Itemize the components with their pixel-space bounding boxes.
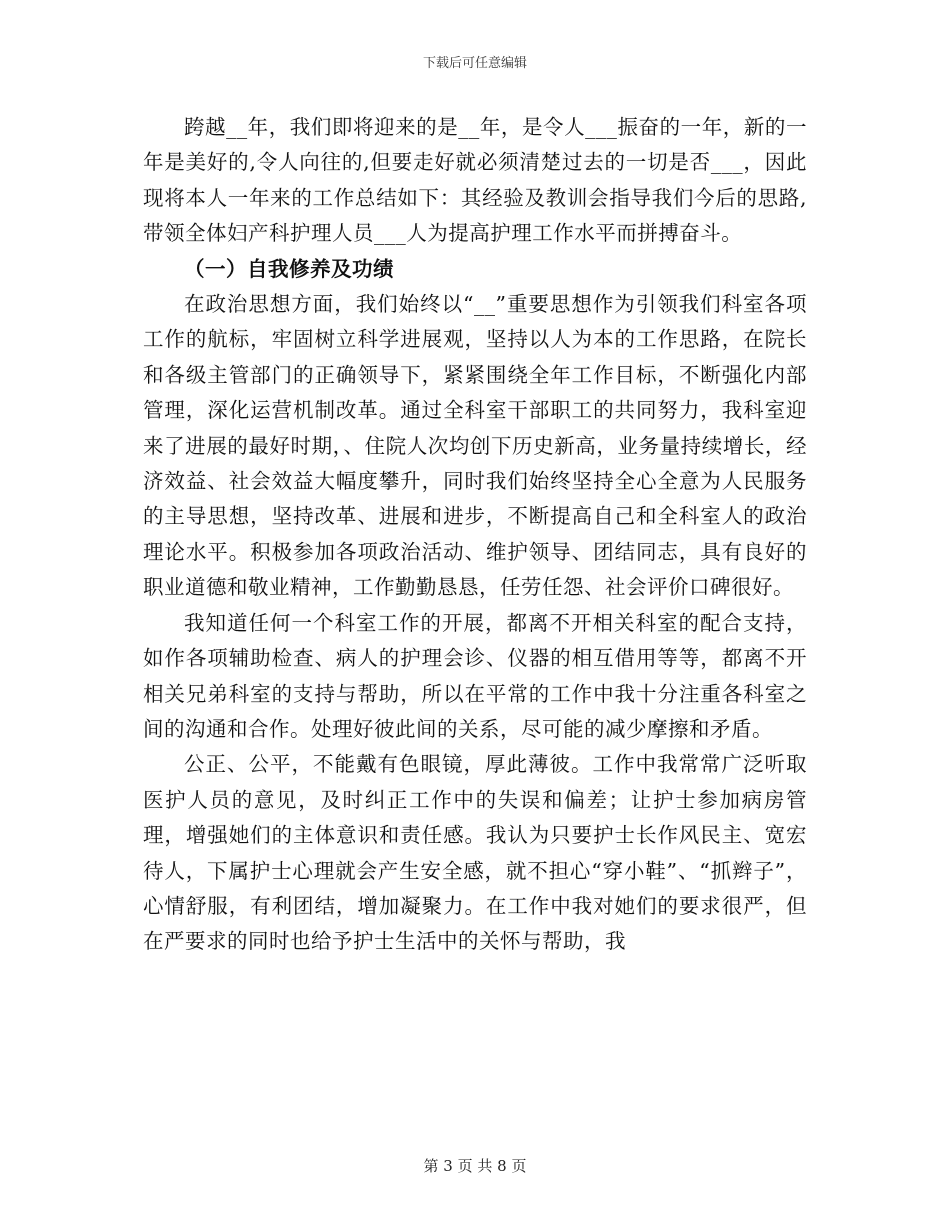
page-number-footer: 第 3 页 共 8 页 <box>423 1157 527 1175</box>
section-heading: （一）自我修养及功绩 <box>184 256 394 281</box>
page-header: 下载后可任意编辑 <box>422 56 527 71</box>
cooperation-paragraph: 我知道任何一个科室工作的开展，都离不开相关科室的配合支持，如作各项辅助检查、病人的护理会诊、仪器的相互借用等等，都离不开相关兄弟科室的支持与帮助，所以在平常的工作中我十分注重各科室之间的沟通和合作。处理好彼此间的关系，尽可能的减少摩擦和矛盾。 <box>143 610 807 741</box>
fairness-paragraph: 公正、公平，不能戴有色眼镜，厚此薄彼。工作中我常常广泛听取医护人员的意见，及时纠正工作中的失误和偏差；让护士参加病房管理，增强她们的主体意识和责任感。我认为只要护士长作风民主、宽宏待人，下属护士心理就会产生安全感，就不担心“穿小鞋”、“抓辫子”，心情舒服，有利团结，增加凝聚力。在工作中我对她们的要求很严，但在严要求的同时也给予护士生活中的关怀与帮助，我 <box>143 752 807 954</box>
political-paragraph: 在政治思想方面，我们始终以“__”重要思想作为引领我们科室各项工作的航标，牢固树立科学进展观，坚持以人为本的工作思路，在院长和各级主管部门的正确领导下，紧紧围绕全年工作目标，不断强化内部管理，深化运营机制改革。通过全科室干部职工的共同努力，我科室迎来了进展的最好时期，、住院人次均创下历史新高，业务量持续增长，经济效益、社会效益大幅度攀升，同时我们始终坚持全心全意为人民服务的主导思想，坚持改革、进展和进步，不断提高自己和全科室人的政治理论水平。积极参加各项政治活动、维护领导、团结同志，具有良好的职业道德和敬业精神，工作勤勤恳恳，任劳任怨、社会评价口碑很好。 <box>143 292 807 600</box>
intro-paragraph: 跨越__年，我们即将迎来的是__年，是令人___振奋的一年，新的一年是美好的,令人向往的,但要走好就必须清楚过去的一切是否___，因此现将本人一年来的工作总结如下：其经验及教训会指导我们今后的思路,带领全体妇产科护理人员___人为提高护理工作水平而拼搏奋斗。 <box>143 115 807 246</box>
document-body <box>143 110 807 960</box>
